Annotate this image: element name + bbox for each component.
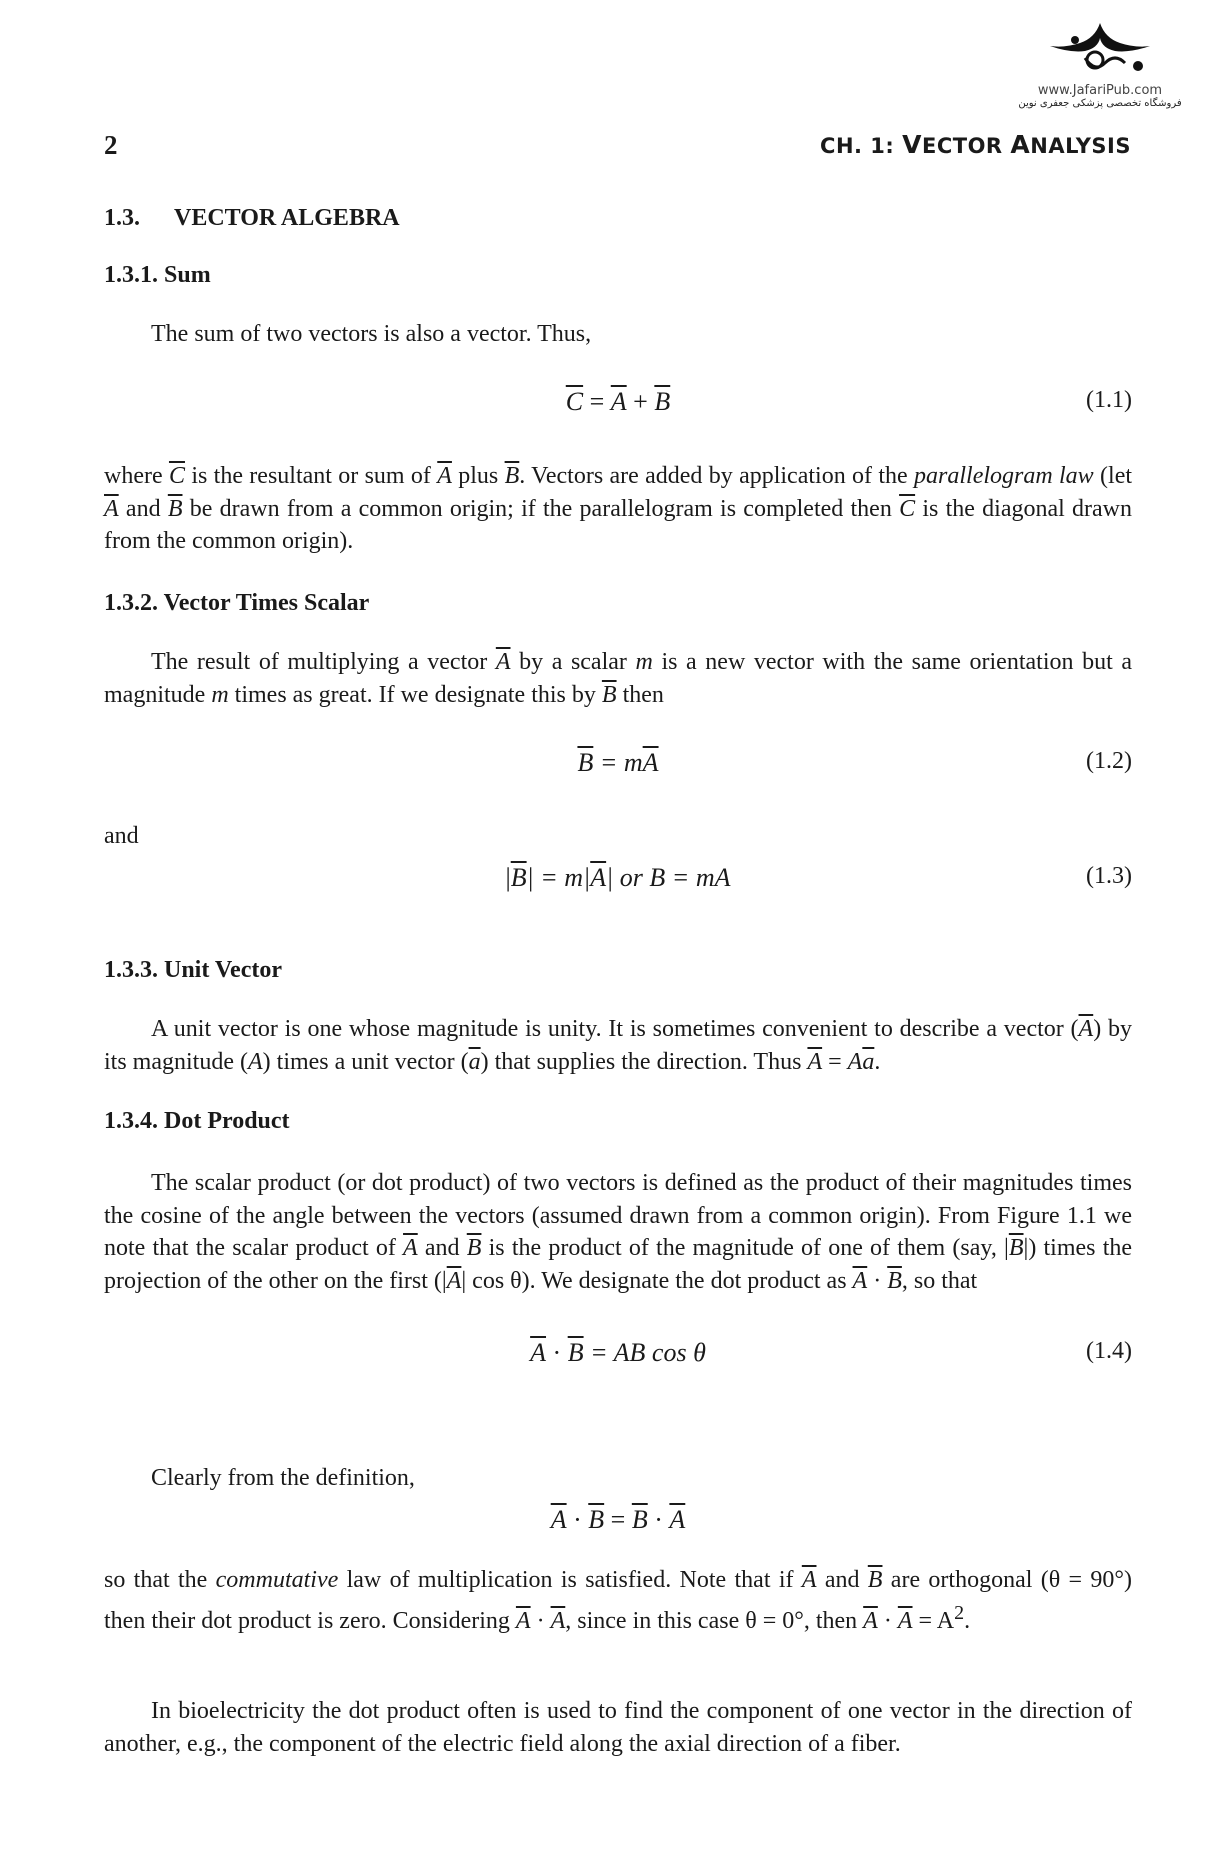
equation-1-2: $\overline{B} = m\overline{A}$ (1.2) xyxy=(577,748,1132,777)
section-heading: 1.3. VECTOR ALGEBRA xyxy=(104,205,400,231)
paragraph-dot-product: The scalar product (or dot product) of two vectors is defined as the product of their magnitudes times the cosine of the angle between the vectors (assumed drawn from a common origin). From Figure 1.1 we note that the scalar product of $\overline{A}$ and $\overline{B}$ is the product of the magnitude of one of them (say, $|\overline{B}|$) times the projection of the other on the first ($|\overline{A}|$ cos θ). We designate the dot product as $\overline{A} \cdot \overline{B}$, so that xyxy=(104,1170,1133,1294)
paragraph-sum-explanation: where $\overline{C}$ is the resultant or sum of $\overline{A}$ plus $\overline{B}$. Vectors are added by application of the parallelogram law (let $\overline{A}$ and $\overline{B}$ be drawn from a common origin; if the parallelogram is completed then $\overline{C}$ is the diagonal drawn from the common origin). xyxy=(104,463,1133,554)
equation-commutative: $\overline{A} \cdot \overline{B} = \overline{B} \cdot \overline{A}$ xyxy=(550,1505,686,1534)
paragraph-commutative: so that the commutative law of multiplication is satisfied. Note that if $\overline{A}$ and $\overline{B}$ are orthogonal (θ = 90°) then their dot product is zero. Considering $\overline{A} \cdot \overline{A}$, since in this case θ = 0°, then $\overline{A} \cdot \overline{A} = A^2$. xyxy=(104,1567,1132,1634)
calligraphy-logo-icon xyxy=(1040,18,1160,78)
watermark-persian-text: فروشگاه تخصصی پزشکی جعفری نوین xyxy=(1018,98,1182,109)
equation-1-1: $\overline{C} = \overline{A} + \overline{B}$ (1.1) xyxy=(565,387,1132,416)
page-number: 2 xyxy=(104,130,118,160)
watermark-url: www.JafariPub.com xyxy=(1037,83,1163,98)
subsection-heading-unit-vector: 1.3.3. Unit Vector xyxy=(104,957,282,983)
subsection-heading-vector-times-scalar: 1.3.2. Vector Times Scalar xyxy=(104,590,370,616)
subsection-heading-dot-product: 1.3.4. Dot Product xyxy=(104,1108,290,1134)
paragraph-bioelectricity: In bioelectricity the dot product often is used to find the component of one vector in the direction of another, e.g., the component of the electric field along the axial direction of a fiber. xyxy=(104,1698,1132,1757)
running-head: CH. 1: VECTOR ANALYSIS xyxy=(820,130,1131,159)
equation-number: (1.1) xyxy=(1086,387,1132,413)
paragraph-and: and xyxy=(104,823,139,849)
equation-number: (1.3) xyxy=(1086,863,1132,889)
equation-number: (1.4) xyxy=(1086,1338,1132,1364)
paragraph-unit-vector: A unit vector is one whose magnitude is unity. It is sometimes convenient to describe a vector $(\overline{A})$ by its magnitude (A) times a unit vector $(\overline{a})$ that supplies the direction. Thus $\overline{A} = A\overline{a}$. xyxy=(104,1016,1132,1075)
paragraph-sum-intro: The sum of two vectors is also a vector. Thus, xyxy=(151,321,592,347)
equation-1-3: $|\overline{B}| = m|\overline{A}|$ or B = mA (1.3) xyxy=(505,863,1132,892)
paragraph-scalar: The result of multiplying a vector $\overline{A}$ by a scalar m is a new vector with the same orientation but a magnitude m times as great. If we designate this by $\overline{B}$ then xyxy=(104,649,1133,708)
paragraph-clearly: Clearly from the definition, xyxy=(151,1465,415,1491)
watermark-logo xyxy=(1000,18,1200,109)
subsection-heading-sum: 1.3.1. Sum xyxy=(104,262,211,288)
equation-number: (1.2) xyxy=(1086,748,1132,774)
equation-1-4: $\overline{A} \cdot \overline{B}$ = AB cos θ (1.4) xyxy=(530,1338,1132,1367)
